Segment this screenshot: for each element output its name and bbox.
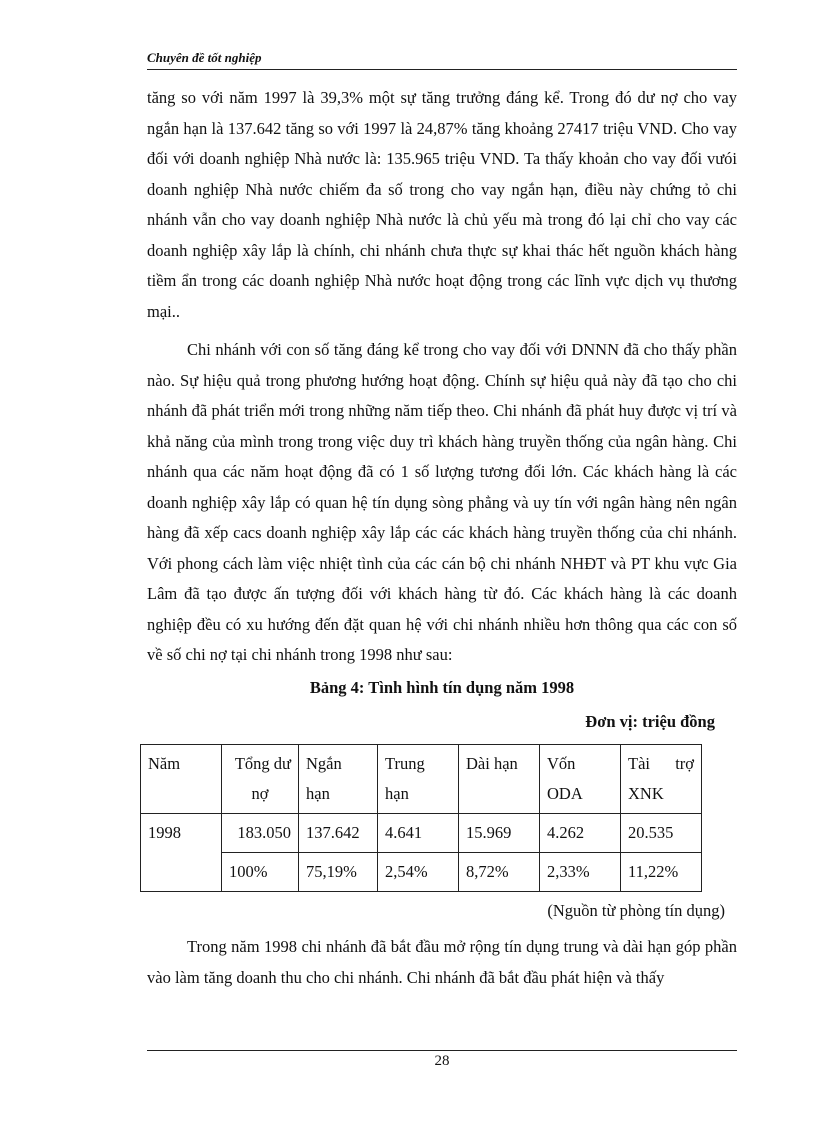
table-row xyxy=(141,852,702,891)
header-text: nợ xyxy=(251,783,269,803)
header-text: hạn xyxy=(306,783,330,803)
paragraph-3: Trong năm 1998 chi nhánh đã bắt đầu mở rộng tín dụng trung và dài hạn góp phần vào làm tăng doanh thu cho chi nhánh. Chi nhánh đã bắt đầu phát hiện và thấy xyxy=(147,937,737,987)
header-text: hạn xyxy=(385,783,409,803)
header-cell-total xyxy=(222,744,299,813)
table-source: (Nguồn từ phòng tín dụng) xyxy=(547,900,725,920)
table-header-row xyxy=(141,744,702,813)
percent-cell: 100% xyxy=(222,852,299,891)
header-text: Ngắn xyxy=(306,753,342,773)
header-cell-short-term xyxy=(299,744,378,813)
header-title: Chuyên đề tốt nghiệp xyxy=(147,50,262,65)
header-cell-export-finance xyxy=(621,744,702,813)
table-caption: Bảng 4: Tình hình tín dụng năm 1998 xyxy=(309,677,575,697)
header-cell-oda xyxy=(540,744,621,813)
percent-cell: 8,72% xyxy=(459,852,540,891)
header-cell-year xyxy=(141,744,222,813)
header-text: Tổng dư xyxy=(234,753,291,773)
paragraph-1: tăng so với năm 1997 là 39,3% một sự tăng trưởng đáng kể. Trong đó dư nợ cho vay ngắn hạn là 137.642 tăng so với 1997 là 24,87% tăng khoảng 27417 triệu VND. Cho vay đối với doanh nghiệp Nhà nước là: 135.965 triệu VND. Ta thấy khoản cho vay đối vưói doanh nghiệp Nhà nước chiếm đa số trong cho vay ngắn hạn, điều này chứng tỏ chi nhánh vẫn cho vay doanh nghiệp Nhà nước là chủ yếu mà trong đó lại chỉ cho vay các doanh nghiệp xây lắp là chính, chi nhánh chưa thực sự khai thác hết nguồn khách hàng tiềm ẩn trong các doanh nghiệp Nhà nước hoạt động trong các lĩnh vực dịch vụ thương mại.. xyxy=(147,88,737,321)
value-cell: 15.969 xyxy=(459,813,540,852)
page-number: 28 xyxy=(434,1053,450,1069)
paragraph-2: Chi nhánh với con số tăng đáng kể trong cho vay đối với DNNN đã cho thấy phần nào. Sự hiệu quả trong phương hướng hoạt động. Chính sự hiệu quả này đã tạo cho chi nhánh đã phát triển mới trong những năm tiếp theo. Chi nhánh đã phát huy được vị trí và khả năng của mình trong trong việc duy trì khách hàng truyền thống của ngân hàng. Chi nhánh qua các năm hoạt động đã có 1 số lượng tương đối lớn. Các khách hàng là các doanh nghiệp xây lắp có quan hệ tín dụng sòng phẳng và uy tín với ngân hàng nên ngân hàng đã xếp cacs doanh nghiệp xây lắp các các khách hàng truyền thống của chi nhánh. Với phong cách làm việc nhiệt tình của các cán bộ chi nhánh NHĐT và PT khu vực Gia Lâm đã tạo được ấn tượng đối với khách hàng từ đó. Các khách hàng là các doanh nghiệp đều có xu hướng đến đặt quan hệ với chi nhánh nhiều hơn thông qua các con số về số chi nợ tại chi nhánh trong 1998 như sau: xyxy=(147,340,737,664)
header-cell-long-term xyxy=(459,744,540,813)
header-text-line xyxy=(628,749,694,779)
value-cell: 20.535 xyxy=(621,813,702,852)
header-text: XNK xyxy=(628,783,664,803)
percent-cell: 2,33% xyxy=(540,852,621,891)
header-text: Vốn xyxy=(547,753,576,773)
value-cell: 4.641 xyxy=(378,813,459,852)
percent-cell: 75,19% xyxy=(299,852,378,891)
header-text: Dài hạn xyxy=(466,753,518,773)
header-text: ODA xyxy=(547,783,583,803)
value-cell: 183.050 xyxy=(222,813,299,852)
year-cell: 1998 xyxy=(141,813,222,891)
header-text: Năm xyxy=(148,753,181,773)
page-header xyxy=(147,50,737,70)
credit-table xyxy=(140,744,702,892)
header-text: Trung xyxy=(385,753,425,773)
header-text: trợ xyxy=(675,753,694,773)
value-cell: 137.642 xyxy=(299,813,378,852)
value-cell: 4.262 xyxy=(540,813,621,852)
header-cell-medium-term xyxy=(378,744,459,813)
table-row xyxy=(141,813,702,852)
page-content xyxy=(147,83,737,993)
percent-cell: 11,22% xyxy=(621,852,702,891)
percent-cell: 2,54% xyxy=(378,852,459,891)
page-footer xyxy=(147,1050,737,1070)
table-unit: Đơn vị: triệu đồng xyxy=(585,712,715,731)
header-text: Tài xyxy=(628,753,650,773)
